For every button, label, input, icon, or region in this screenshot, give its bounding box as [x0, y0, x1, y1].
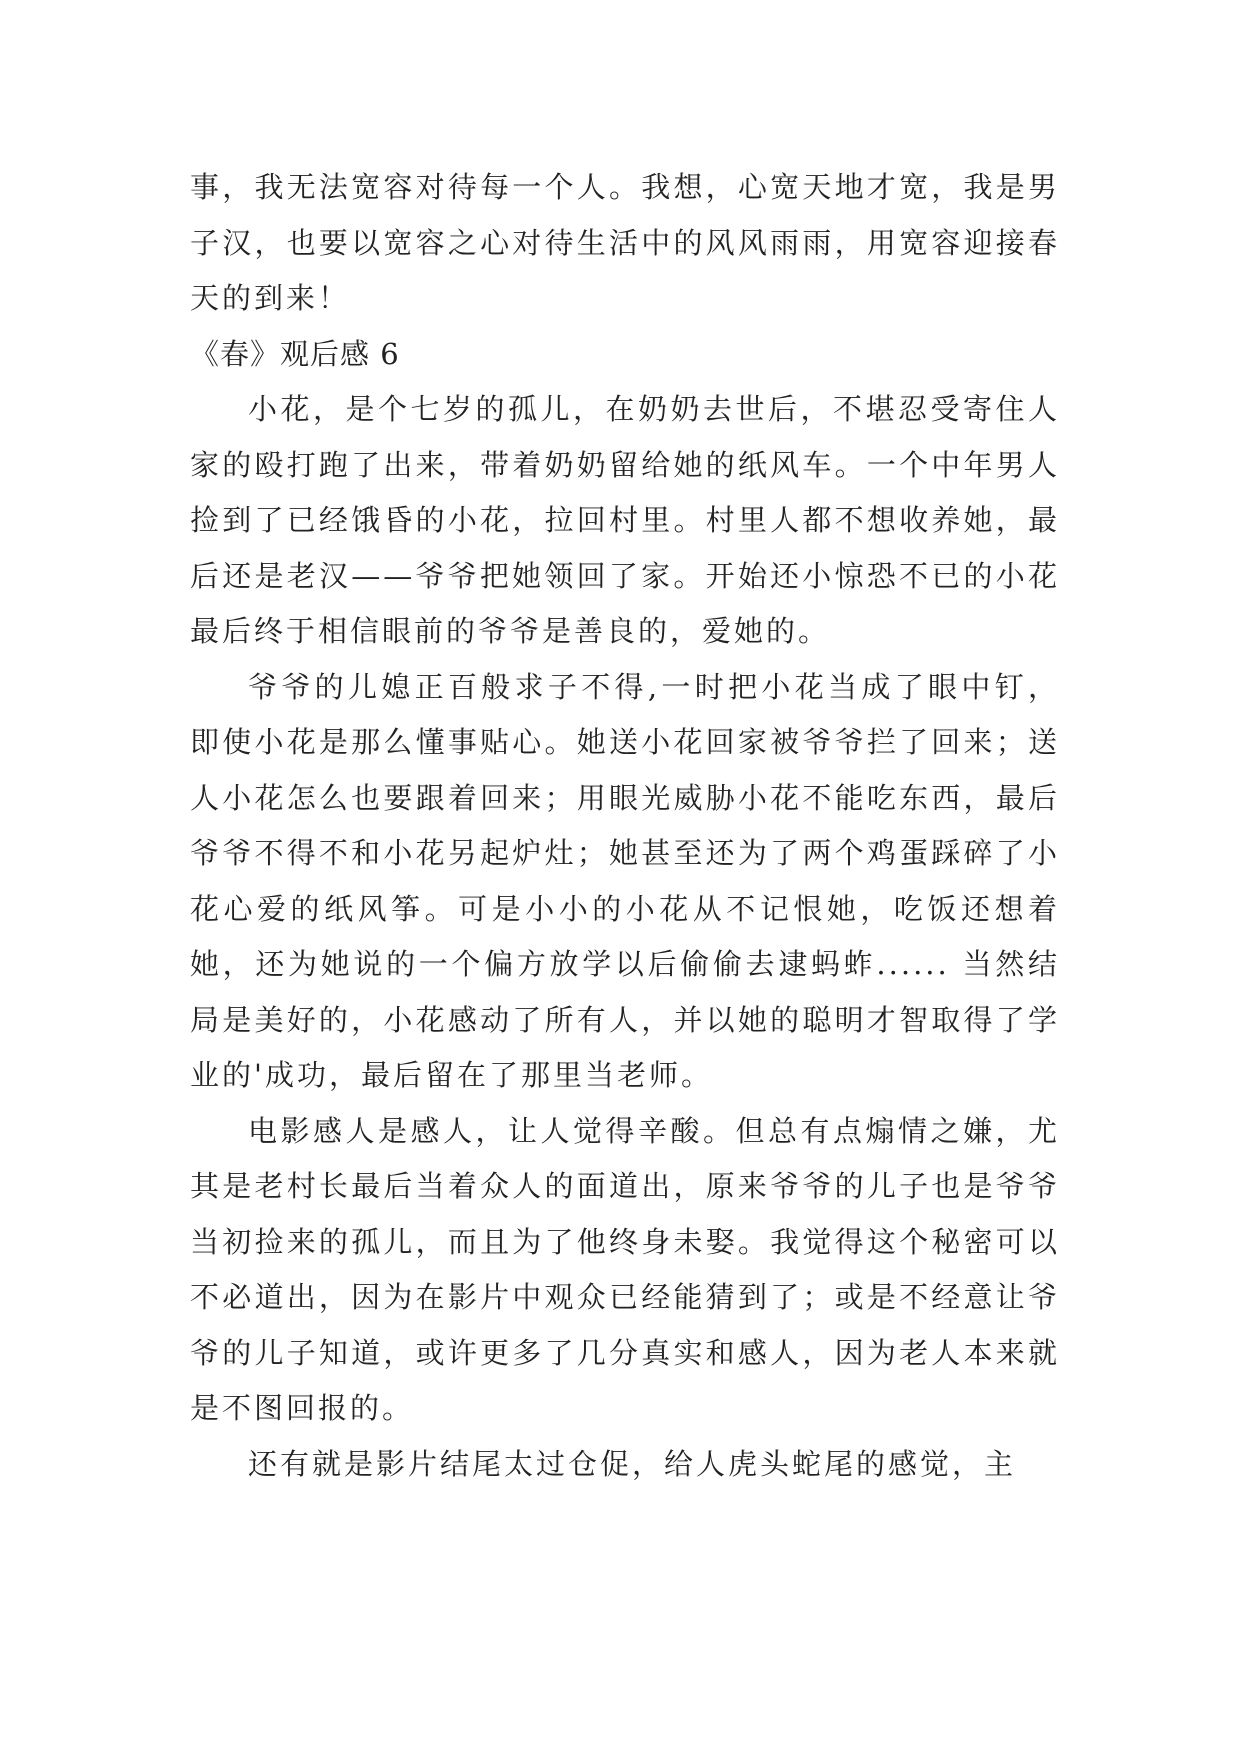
body-paragraph-2: 爷爷的儿媳正百般求子不得,一时把小花当成了眼中钉，即使小花是那么懂事贴心。她送小花回家被爷爷拦了回来；送人小花怎么也要跟着回来；用眼光威胁小花不能吃东西，最后爷爷不得不和小花另起炉灶；她甚至还为了两个鸡蛋踩碎了小花心爱的纸风筝。可是小小的小花从不记恨她，吃饭还想着她，还为她说的一个偏方放学以后偷偷去逮蚂蚱...... 当然结局是美好的，小花感动了所有人，并以她的聪明才智取得了学业的'成功，最后留在了那里当老师。: [190, 669, 1060, 1092]
intro-paragraph: 事，我无法宽容对待每一个人。我想，心宽天地才宽，我是男子汉，也要以宽容之心对待生活中的风风雨雨，用宽容迎接春天的到来！: [190, 170, 1060, 315]
body-paragraph-1: 小花，是个七岁的孤儿，在奶奶去世后，不堪忍受寄住人家的殴打跑了出来，带着奶奶留给她的纸风车。一个中年男人捡到了已经饿昏的小花，拉回村里。村里人都不想收养她，最后还是老汉——爷爷把她领回了家。开始还小惊恐不已的小花最后终于相信眼前的爷爷是善良的，爱她的。: [190, 392, 1060, 648]
section-title: 《春》观后感 6: [190, 336, 400, 371]
body-paragraph-3: 电影感人是感人，让人觉得辛酸。但总有点煽情之嫌，尤其是老村长最后当着众人的面道出，原来爷爷的儿子也是爷爷当初捡来的孤儿，而且为了他终身未娶。我觉得这个秘密可以不必道出，因为在影片中观众已经能猜到了；或是不经意让爷爷的儿子知道，或许更多了几分真实和感人，因为老人本来就是不图回报的。: [190, 1113, 1060, 1425]
document-page: [190, 160, 1060, 1492]
body-paragraph-4: 还有就是影片结尾太过仓促，给人虎头蛇尾的感觉，主: [248, 1446, 1017, 1481]
